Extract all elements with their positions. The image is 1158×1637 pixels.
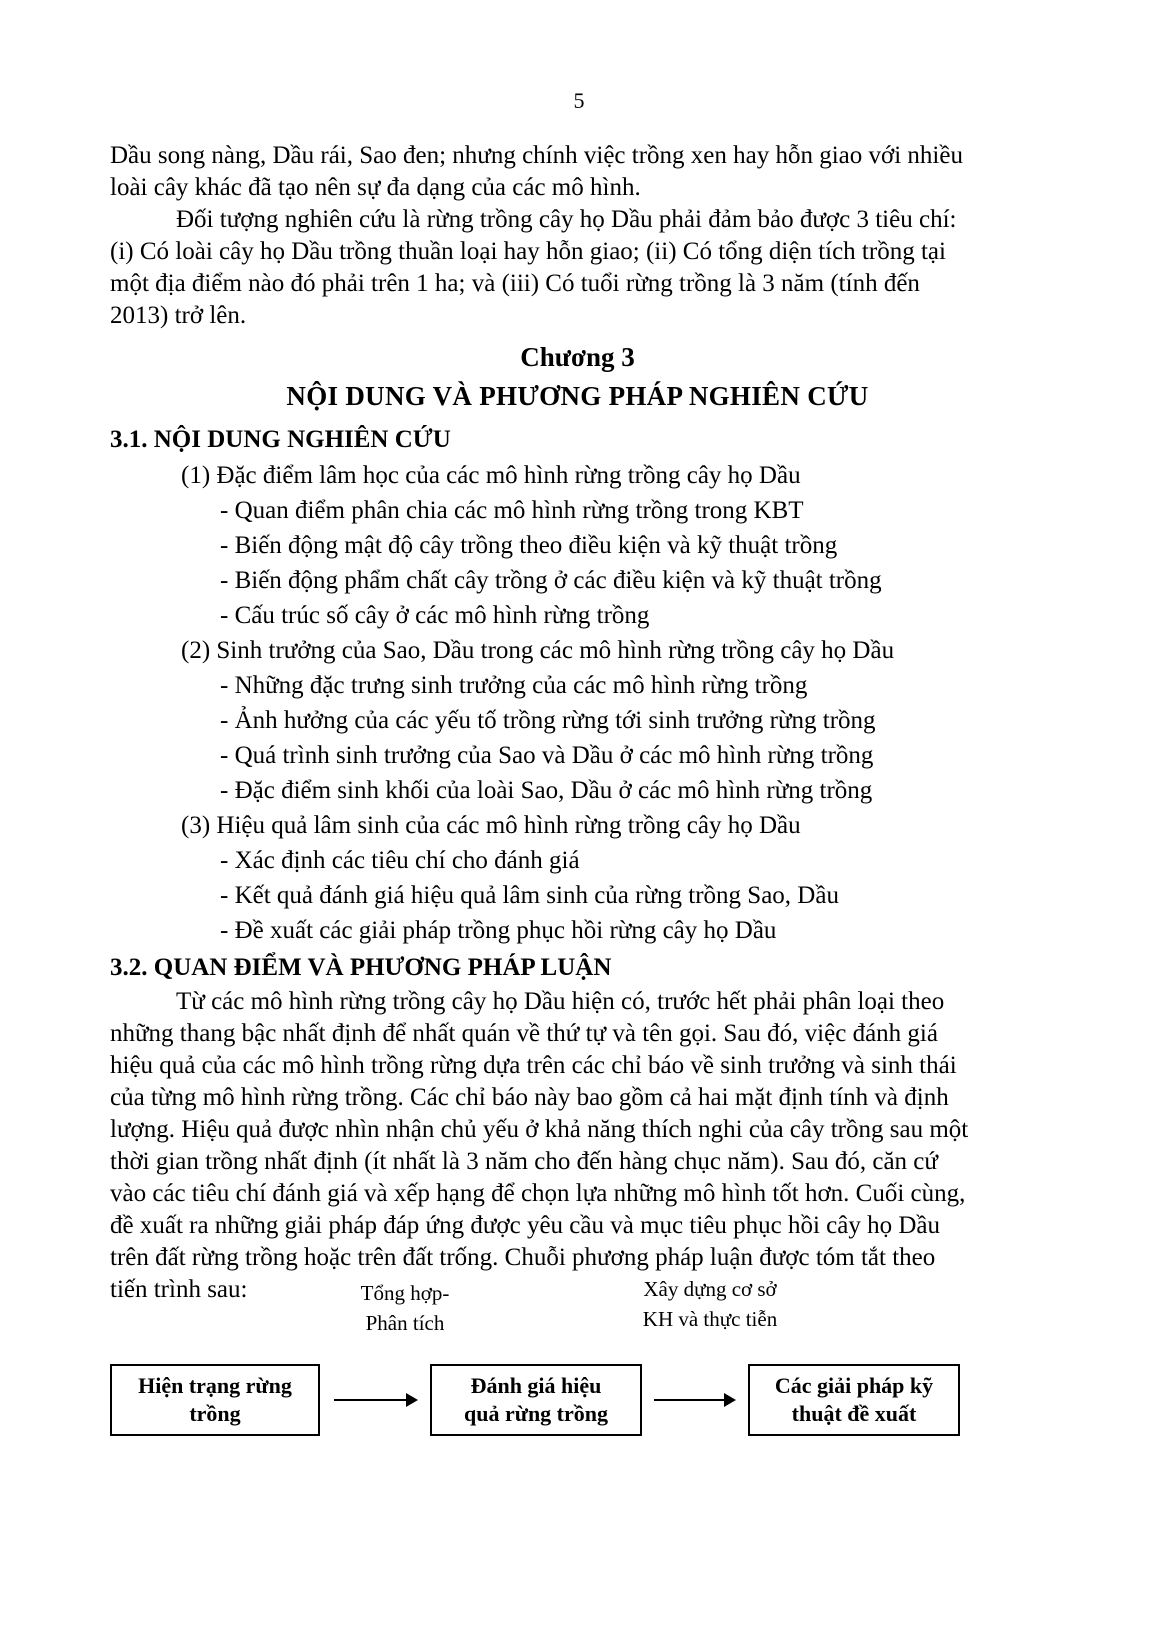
flow-box-evaluation <box>430 1364 642 1436</box>
chapter-label: Chương 3 <box>520 342 635 372</box>
text-line: Dầu song nàng, Dầu rái, Sao đen; nhưng chính việc trồng xen hay hỗn giao với nhiều <box>110 142 963 169</box>
text-line: Đối tượng nghiên cứu là rừng trồng cây họ Dầu phải đảm bảo được 3 tiêu chí: <box>176 206 957 233</box>
list-item: - Quan điểm phân chia các mô hình rừng trồng trong KBT <box>220 497 804 524</box>
list-item: - Xác định các tiêu chí cho đánh giá <box>220 847 580 874</box>
list-item: - Những đặc trưng sinh trưởng của các mô hình rừng trồng <box>220 672 808 699</box>
document-body <box>110 140 1045 1306</box>
text-line: 2013) trở lên. <box>110 302 247 329</box>
flow-box-current-state <box>110 1364 320 1436</box>
flow-arrow-1 <box>334 1399 416 1401</box>
text-line: Từ các mô hình rừng trồng cây họ Dầu hiện có, trước hết phải phân loại theo <box>176 988 945 1015</box>
list-group-title: (3) Hiệu quả lâm sinh của các mô hình rừng trồng cây họ Dầu <box>181 812 801 839</box>
text-line: vào các tiêu chí đánh giá và xếp hạng để chọn lựa những mô hình tốt hơn. Cuối cùng, <box>110 1180 966 1207</box>
intro-paragraph-1 <box>110 140 1045 204</box>
flow-arrow-2 <box>654 1399 734 1401</box>
list-item: - Đề xuất các giải pháp trồng phục hồi rừng cây họ Dầu <box>220 917 777 944</box>
text-line: thời gian trồng nhất định (ít nhất là 3 năm cho đến hàng chục năm). Sau đó, căn cứ <box>110 1148 938 1175</box>
text-line: (i) Có loài cây họ Dầu trồng thuần loại hay hỗn giao; (ii) Có tổng diện tích trồng tại <box>110 238 946 265</box>
list-group-title: (2) Sinh trưởng của Sao, Dầu trong các mô hình rừng trồng cây họ Dầu <box>181 637 895 664</box>
flow-box-line: Hiện trạng rừng <box>138 1373 292 1398</box>
text-line: những thang bậc nhất định để nhất quán về thứ tự và tên gọi. Sau đó, việc đánh giá <box>110 1020 938 1047</box>
text-line: đề xuất ra những giải pháp đáp ứng được yêu cầu và mục tiêu phục hồi cây họ Dầu <box>110 1212 941 1239</box>
section-heading-3-2: 3.2. QUAN ĐIỂM VÀ PHƯƠNG PHÁP LUẬN <box>110 954 612 981</box>
flow-box-line: Đánh giá hiệu <box>470 1373 602 1398</box>
intro-paragraph-2 <box>110 204 1045 332</box>
list-item: - Kết quả đánh giá hiệu quả lâm sinh của rừng trồng Sao, Dầu <box>220 882 839 909</box>
flow-label-line: Xây dựng cơ sở <box>643 1277 777 1301</box>
list-item: - Biến động mật độ cây trồng theo điều kiện và kỹ thuật trồng <box>220 532 838 559</box>
chapter-title: NỘI DUNG VÀ PHƯƠNG PHÁP NGHIÊN CỨU <box>286 381 869 411</box>
list-group-title: (1) Đặc điểm lâm học của các mô hình rừng trồng cây họ Dầu <box>181 462 801 489</box>
flow-label-synthesis <box>310 1278 500 1338</box>
list-item: - Biến động phẩm chất cây trồng ở các điều kiện và kỹ thuật trồng <box>220 567 882 594</box>
flow-label-line: Tổng hợp- <box>360 1281 450 1305</box>
flow-box-solutions <box>748 1364 960 1436</box>
text-line: trên đất rừng trồng hoặc trên đất trống. Chuỗi phương pháp luận được tóm tắt theo <box>110 1244 936 1271</box>
flow-label-line: Phân tích <box>365 1311 445 1335</box>
list-item: - Ảnh hưởng của các yếu tố trồng rừng tới sinh trưởng rừng trồng <box>220 707 876 734</box>
text-line: của từng mô hình rừng trồng. Các chỉ báo này bao gồm cả hai mặt định tính và định <box>110 1084 949 1111</box>
methodology-flowchart <box>110 1270 1070 1430</box>
text-line: tiến trình sau: <box>110 1276 248 1303</box>
text-line: một địa điểm nào đó phải trên 1 ha; và (iii) Có tuổi rừng trồng là 3 năm (tính đến <box>110 270 920 297</box>
flow-box-line: trồng <box>189 1401 241 1426</box>
section-heading-3-1: 3.1. NỘI DUNG NGHIÊN CỨU <box>110 426 451 453</box>
flow-label-line: KH và thực tiễn <box>642 1307 778 1331</box>
flow-box-line: Các giải pháp kỹ <box>774 1373 934 1398</box>
methodology-paragraph <box>110 986 1045 1306</box>
text-line: loài cây khác đã tạo nên sự đa dạng của các mô hình. <box>110 174 641 201</box>
list-item: - Đặc điểm sinh khối của loài Sao, Dầu ở các mô hình rừng trồng <box>220 777 873 804</box>
text-line: hiệu quả của các mô hình trồng rừng dựa trên các chỉ báo về sinh trưởng và sinh thái <box>110 1052 957 1079</box>
page-number: 5 <box>573 88 585 113</box>
text-line: lượng. Hiệu quả được nhìn nhận chủ yếu ở khả năng thích nghi của cây trồng sau một <box>110 1116 969 1143</box>
list-item: - Cấu trúc số cây ở các mô hình rừng trồng <box>220 602 650 629</box>
flow-label-foundation <box>605 1274 815 1334</box>
list-item: - Quá trình sinh trưởng của Sao và Dầu ở các mô hình rừng trồng <box>220 742 874 769</box>
flow-box-line: quả rừng trồng <box>464 1401 608 1426</box>
flow-box-line: thuật đề xuất <box>791 1401 917 1426</box>
